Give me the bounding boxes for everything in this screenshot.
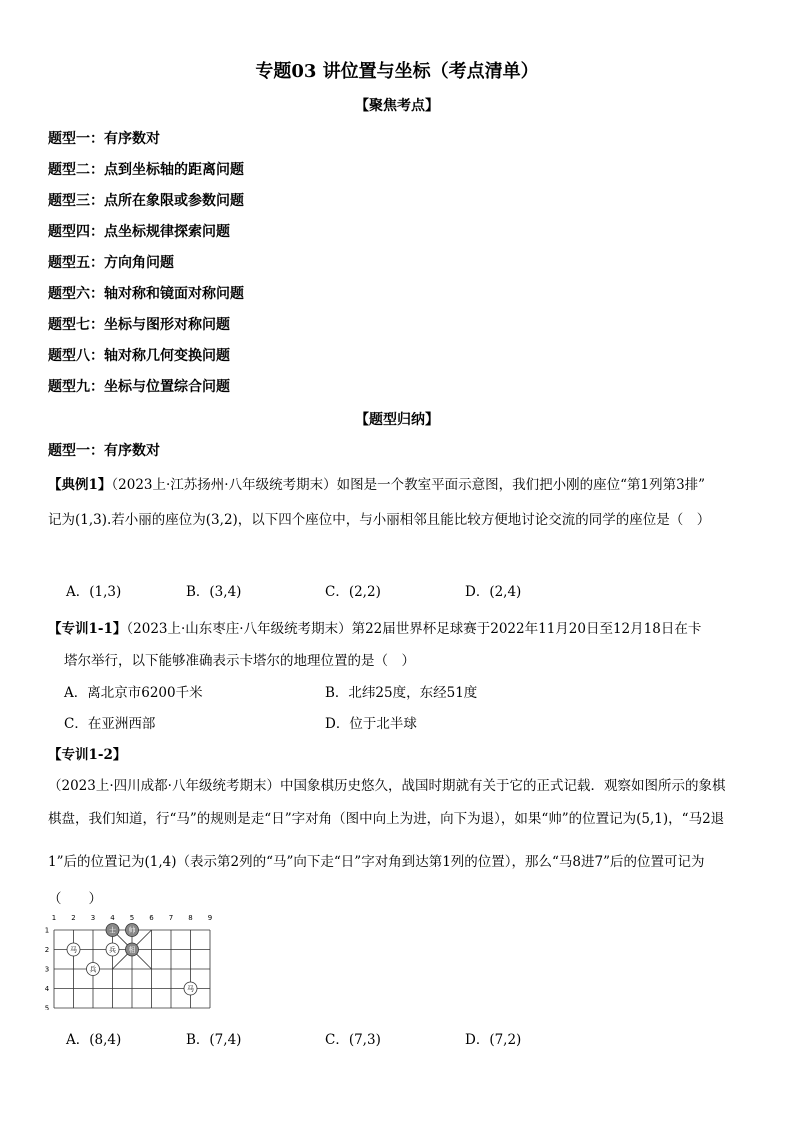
option-c: C．(2,2)	[325, 584, 381, 600]
row-label: 3	[44, 965, 50, 974]
column-label: 6	[149, 914, 154, 922]
row-label: 2	[44, 946, 50, 954]
row-label: 4	[44, 985, 50, 993]
train-1-2-line-2: 棋盘，我们知道，行“马”的规则是走“日”字对角（图中向上为进，向下为退），如果“帅”的位置记为(5,1)，“马2退	[48, 811, 725, 827]
option-a: A．(1,3)	[66, 584, 122, 600]
focus-header: 【聚焦考点】	[355, 98, 439, 114]
topic-item: 题型六：轴对称和镜面对称问题	[48, 286, 244, 302]
section-title: 题型一：有序数对	[48, 443, 160, 459]
option-d: D．(7,2)	[465, 1032, 522, 1048]
train-1-2-line-4: （ ）	[48, 891, 102, 907]
summary-header: 【题型归纳】	[355, 412, 439, 428]
topic-item: 题型七：坐标与图形对称问题	[48, 317, 230, 333]
option-d: D．(2,4)	[465, 584, 522, 600]
topic-item: 题型一：有序数对	[48, 131, 160, 147]
option-a: A．离北京市6200千米	[64, 685, 203, 701]
train-text: （2023上·山东枣庄·八年级统考期末）第22届世界杯足球赛于2022年11月20日至12月18日在卡	[126, 621, 702, 637]
row-label: 5	[44, 1004, 50, 1010]
column-label: 1	[51, 914, 57, 922]
train-1-2-line-1: （2023上·四川成都·八年级统考期末）中国象棋历史悠久，战国时期就有关于它的正式记载．观察如图所示的象棋	[48, 778, 726, 794]
topic-item: 题型二：点到坐标轴的距离问题	[48, 162, 244, 178]
train-tag: 【专训1-2】	[48, 747, 127, 763]
example-1-line-2: 记为(1,3).若小丽的座位为(3,2)，以下四个座位中，与小丽相邻且能比较方便地讨论交流的同学的座位是（ ）	[48, 512, 711, 528]
train-1-2-line-3: 1”后的位置记为(1,4)（表示第2列的“马”向下走“日”字对角到达第1列的位置），那么“马8进7”后的位置可记为	[48, 854, 705, 870]
row-label: 1	[44, 926, 50, 935]
column-label: 3	[90, 914, 96, 922]
topic-item: 题型三：点所在象限或参数问题	[48, 193, 244, 209]
option-c: C．在亚洲西部	[64, 716, 156, 732]
chess-piece-label: 马	[187, 985, 194, 993]
chess-piece-label: 兵	[89, 965, 97, 974]
example-1-line-1	[48, 473, 705, 493]
option-b: B．(3,4)	[186, 584, 242, 600]
train-tag: 【专训1-1】	[48, 621, 127, 637]
column-label: 5	[129, 914, 135, 922]
option-c: C．(7,3)	[325, 1032, 381, 1048]
topic-item: 题型四：点坐标规律探索问题	[48, 224, 230, 240]
column-label: 4	[110, 914, 115, 922]
topic-item: 题型九：坐标与位置综合问题	[48, 379, 230, 395]
topic-item: 题型五：方向角问题	[48, 255, 174, 271]
example-text: （2023上·江苏扬州·八年级统考期末）如图是一个教室平面示意图，我们把小刚的座位“第1列第3排”	[111, 477, 706, 493]
chess-piece-label: 兵	[109, 946, 116, 954]
column-label: 8	[188, 914, 193, 922]
topic-item: 题型八：轴对称几何变换问题	[48, 348, 230, 364]
chess-piece-label: 相	[128, 946, 136, 954]
chess-board-figure	[44, 912, 216, 1010]
chess-piece-label: 士	[109, 926, 116, 935]
chess-piece-label: 帅	[128, 926, 136, 935]
option-b: B．北纬25度，东经51度	[325, 685, 478, 701]
column-label: 2	[71, 914, 76, 922]
example-tag: 【典例1】	[48, 477, 112, 493]
page-title: 专题03 讲位置与坐标（考点清单）	[255, 61, 539, 82]
column-label: 7	[168, 914, 174, 922]
chess-piece-label: 马	[70, 946, 77, 954]
train-1-1-line-2: 塔尔举行，以下能够准确表示卡塔尔的地理位置的是（ ）	[64, 653, 415, 669]
option-d: D．位于北半球	[325, 716, 417, 732]
train-1-1-line-1	[48, 617, 701, 637]
column-label: 9	[207, 914, 213, 922]
option-a: A．(8,4)	[66, 1032, 122, 1048]
option-b: B．(7,4)	[186, 1032, 242, 1048]
